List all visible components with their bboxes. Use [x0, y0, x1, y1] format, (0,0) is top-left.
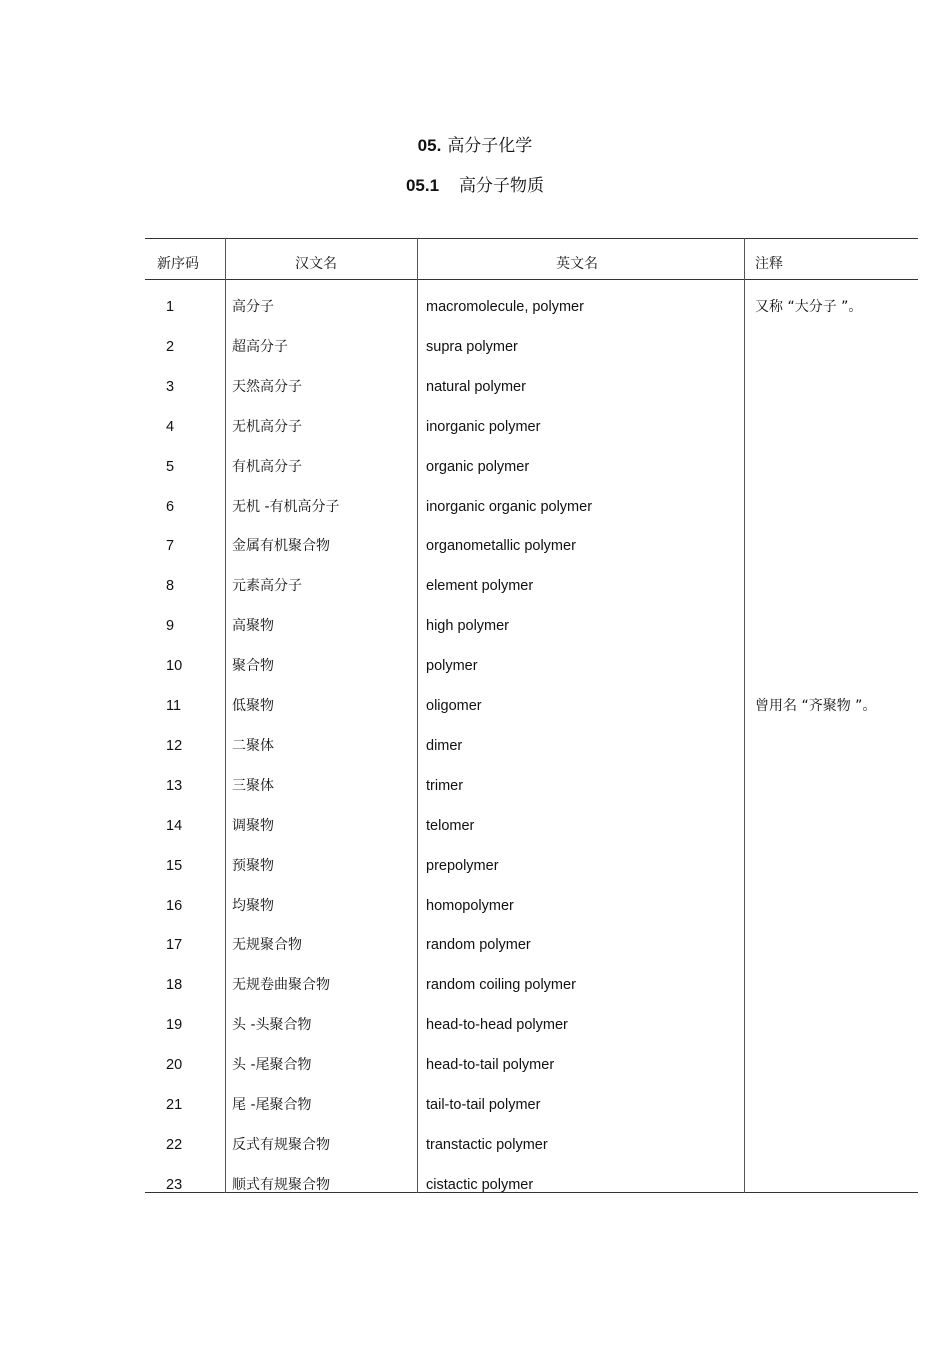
- table-row: [145, 817, 918, 857]
- header-english: 英文名: [556, 256, 598, 272]
- table-top-rule: [145, 238, 918, 239]
- seq-cell: 4: [166, 418, 175, 435]
- seq-cell: 15: [166, 857, 183, 874]
- table-row: [145, 976, 918, 1016]
- header-bottom-rule: [145, 279, 918, 280]
- seq-cell: 19: [166, 1017, 183, 1034]
- chapter-heading: [0, 136, 950, 156]
- seq-cell: 16: [166, 897, 183, 914]
- chinese-term-cell: 预聚物: [232, 857, 274, 874]
- seq-cell: 11: [166, 698, 182, 714]
- table-row: [145, 498, 918, 538]
- table-row: [145, 897, 918, 937]
- seq-cell: 1: [166, 299, 175, 315]
- chinese-term-cell: 头 -头聚合物: [232, 1017, 312, 1034]
- seq-cell: 23: [166, 1176, 183, 1193]
- table-row: [145, 777, 918, 817]
- seq-cell: 14: [166, 817, 183, 834]
- english-term-cell: random coiling polymer: [426, 977, 576, 994]
- english-term-cell: homopolymer: [426, 897, 514, 914]
- chinese-term-cell: 无机 -有机高分子: [232, 498, 340, 515]
- chinese-term-cell: 天然高分子: [232, 378, 302, 395]
- english-term-cell: organic polymer: [426, 458, 530, 475]
- seq-cell: 18: [166, 977, 183, 994]
- chinese-term-cell: 无机高分子: [232, 418, 302, 435]
- seq-cell: 17: [166, 937, 183, 954]
- seq-cell: 13: [166, 777, 183, 794]
- chinese-term-cell: 无规卷曲聚合物: [232, 977, 330, 994]
- table-row: [145, 857, 918, 897]
- chinese-term-cell: 均聚物: [232, 897, 274, 914]
- english-term-cell: macromolecule, polymer: [426, 299, 584, 315]
- english-term-cell: organometallic polymer: [426, 538, 576, 555]
- chinese-term-cell: 尾 -尾聚合物: [232, 1097, 312, 1113]
- table-row: [145, 1016, 918, 1056]
- note-cell: 又称 “大分子 ”。: [755, 299, 863, 315]
- english-term-cell: dimer: [426, 737, 463, 754]
- seq-cell: 10: [166, 658, 183, 675]
- chinese-term-cell: 高分子: [232, 299, 274, 315]
- table-row: [145, 418, 918, 458]
- table-row: [145, 338, 918, 378]
- english-term-cell: prepolymer: [426, 857, 499, 874]
- table-row: [145, 537, 918, 577]
- seq-cell: 20: [166, 1057, 183, 1074]
- chinese-term-cell: 低聚物: [232, 698, 274, 714]
- table-row: [145, 737, 918, 777]
- terms-table: [145, 238, 918, 1193]
- seq-cell: 5: [166, 458, 175, 475]
- chapter-title: 高分子化学: [447, 136, 533, 156]
- table-row: [145, 1176, 918, 1216]
- english-term-cell: high polymer: [426, 618, 510, 635]
- chinese-term-cell: 高聚物: [232, 618, 274, 635]
- seq-cell: 6: [166, 498, 175, 515]
- english-term-cell: transtactic polymer: [426, 1136, 548, 1153]
- note-cell: 曾用名 “齐聚物 ”。: [755, 698, 877, 714]
- seq-cell: 8: [166, 578, 175, 595]
- english-term-cell: telomer: [426, 817, 475, 834]
- chinese-term-cell: 无规聚合物: [232, 937, 302, 954]
- seq-cell: 12: [166, 737, 183, 754]
- table-row: [145, 936, 918, 976]
- table-row: [145, 697, 918, 737]
- section-title: 高分子物质: [459, 176, 545, 196]
- english-term-cell: trimer: [426, 777, 464, 794]
- english-term-cell: tail-to-tail polymer: [426, 1097, 541, 1113]
- english-term-cell: element polymer: [426, 578, 534, 595]
- english-term-cell: random polymer: [426, 937, 531, 954]
- table-row: [145, 1136, 918, 1176]
- seq-cell: 21: [166, 1097, 183, 1113]
- chinese-term-cell: 调聚物: [232, 817, 274, 834]
- seq-cell: 22: [166, 1136, 183, 1153]
- chinese-term-cell: 二聚体: [232, 737, 274, 754]
- table-row: [145, 617, 918, 657]
- chinese-term-cell: 有机高分子: [232, 458, 302, 475]
- seq-cell: 7: [166, 538, 175, 555]
- english-term-cell: head-to-tail polymer: [426, 1057, 555, 1074]
- section-number: 05.1: [405, 176, 440, 195]
- table-row: [145, 458, 918, 498]
- english-term-cell: polymer: [426, 658, 478, 675]
- english-term-cell: inorganic organic polymer: [426, 498, 593, 515]
- chapter-number: 05.: [417, 136, 442, 155]
- english-term-cell: supra polymer: [426, 338, 518, 355]
- chinese-term-cell: 超高分子: [232, 338, 288, 355]
- header-chinese: 汉文名: [295, 256, 337, 272]
- english-term-cell: cistactic polymer: [426, 1176, 534, 1193]
- chinese-term-cell: 三聚体: [232, 777, 274, 794]
- header-seq: 新序码: [157, 256, 199, 272]
- chinese-term-cell: 聚合物: [232, 658, 274, 675]
- header-note: 注释: [755, 256, 783, 272]
- seq-cell: 3: [166, 378, 175, 395]
- table-row: [145, 657, 918, 697]
- english-term-cell: inorganic polymer: [426, 418, 541, 435]
- table-row: [145, 1096, 918, 1136]
- english-term-cell: head-to-head polymer: [426, 1017, 568, 1034]
- table-row: [145, 378, 918, 418]
- seq-cell: 2: [166, 338, 175, 355]
- chinese-term-cell: 顺式有规聚合物: [232, 1176, 330, 1193]
- table-row: [145, 1056, 918, 1096]
- table-row: [145, 298, 918, 338]
- section-heading: [0, 176, 950, 196]
- seq-cell: 9: [166, 618, 175, 635]
- english-term-cell: natural polymer: [426, 378, 526, 395]
- chinese-term-cell: 头 -尾聚合物: [232, 1057, 312, 1074]
- chinese-term-cell: 反式有规聚合物: [232, 1136, 330, 1153]
- english-term-cell: oligomer: [426, 698, 482, 714]
- chinese-term-cell: 元素高分子: [232, 578, 302, 595]
- chinese-term-cell: 金属有机聚合物: [232, 538, 330, 555]
- table-row: [145, 577, 918, 617]
